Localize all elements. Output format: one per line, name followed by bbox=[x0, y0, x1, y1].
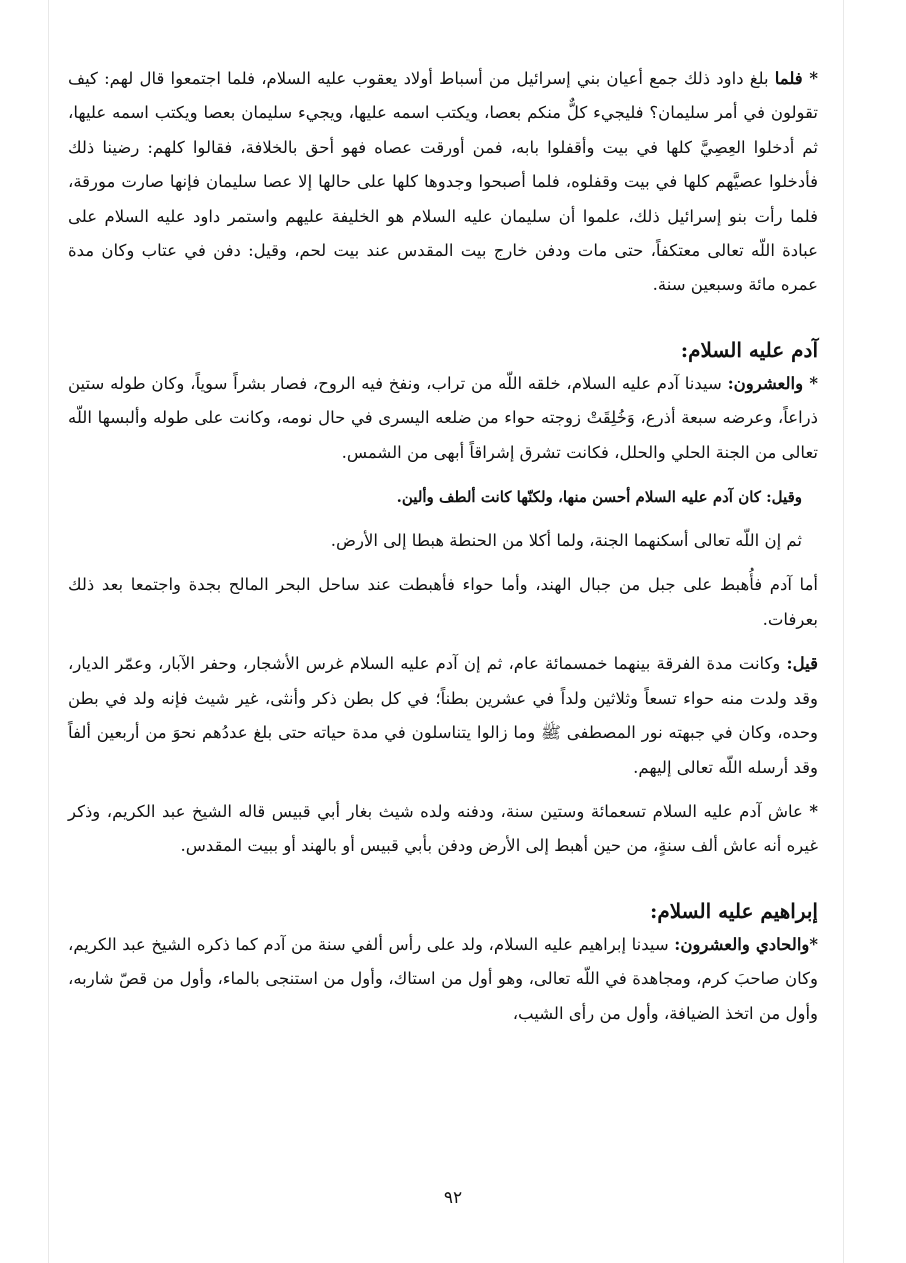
paragraph-text: بلغ داود ذلك جمع أعيان بني إسرائيل من أسباط أولاد يعقوب عليه السلام، فلما اجتمعوا قال لهم: كيف تقولون في أمر سليمان؟ فليجيء كلٌّ منكم بعصا، ويكتب اسمه عليها، ويجيء سليمان بعصا ويكتب اسمه عليها، ثم أدخلوا العِصِيَّ كلها في بيت وأقفلوا بابه، فمن أورقت عصاه فهو أحق بالخلافة، فقالوا كلهم: رضينا ذلك فأدخلوا عصيَّهم كلها في بيت وقفلوه، فلما أصبحوا وجدوها كلها على حالها إلا عصا سليمان فإنها صارت مورقة، فلما رأت بنو إسرائيل ذلك، علموا أن سليمان عليه السلام هو الخليفة عليهم واستمر داود عليه السلام على عبادة اللّه تعالى معتكفاً، حتى مات ودفن خارج بيت المقدس عند بيت لحم، وقيل: دفن في عتاب وكان مدة عمره مائة وسبعين سنة. bbox=[68, 69, 818, 295]
paragraph-descent: ثم إن اللّه تعالى أسكنهما الجنة، ولما أكلا من الحنطة هبطا إلى الأرض. bbox=[330, 531, 802, 551]
paragraph-adam-age bbox=[68, 795, 818, 864]
paragraph-text: سيدنا إبراهيم عليه السلام، ولد على رأس ألفي سنة من آدم كما ذكره الشيخ عبد الكريم، وكان صاحبَ كرم، ومجاهدة في اللّه تعالى، وهو أول من استاك، وأول من استنجى بالماء، وأول من قصّ شاربه، وأول من اتخذ الضيافة، وأول من رأى الشيب، bbox=[68, 934, 818, 1023]
spacer bbox=[68, 470, 818, 480]
spacer bbox=[68, 637, 818, 647]
section-heading-ibrahim: إبراهيم عليه السلام: bbox=[649, 898, 818, 923]
page-number: ٩٢ bbox=[443, 1188, 463, 1208]
paragraph-lead: * فلما bbox=[774, 69, 818, 88]
paragraph-separation bbox=[68, 647, 818, 785]
paragraph-adam-creation bbox=[68, 367, 818, 470]
page-body bbox=[68, 62, 818, 1031]
spacer bbox=[68, 303, 818, 333]
page-edge-right bbox=[843, 0, 844, 1263]
spacer bbox=[68, 514, 818, 524]
spacer bbox=[68, 864, 818, 894]
page-edge-left bbox=[48, 0, 49, 1263]
paragraph-david-succession bbox=[68, 62, 818, 303]
paragraph-lead: *والحادي والعشرون: bbox=[674, 934, 818, 954]
paragraph-ibrahim bbox=[68, 928, 818, 1031]
paragraph-text: سيدنا آدم عليه السلام، خلقه اللّه من تراب، ونفخ فيه الروح، فصار بشراً سوياً، وكان طوله ستين ذراعاً، وعرضه سبعة أذرع، وَخُلِقَتْ زوجته حواء من ضلعه اليسرى في حال نومه، وكانت على طوله وألبسها اللّه تعالى من الجنة الحلي والحلل، فكانت تشرق إشراقاً أبهى من الشمس. bbox=[68, 373, 818, 462]
paragraph-text: عاش آدم عليه السلام تسعمائة وستين سنة، ودفنه ولده شيث بغار أبي قبيس قاله الشيخ عبد الكريم، وذكر غيره أنه عاش ألف سنةٍ، من حين أهبط إلى الأرض ودفن بأبي قبيس أو بالهند أو ببيت المقدس. bbox=[68, 801, 818, 856]
spacer bbox=[68, 785, 818, 795]
paragraph-lead: * والعشرون: bbox=[727, 373, 818, 393]
section-heading-adam: آدم عليه السلام: bbox=[680, 337, 818, 362]
paragraph-landing: أما آدم فأُهبط على جبل من جبال الهند، وأما حواء فأهبطت عند ساحل البحر المالح بجدة واجتمعا بعد ذلك بعرفات. bbox=[68, 575, 818, 629]
paragraph-lead: قيل: bbox=[786, 654, 818, 674]
paragraph-text: وكانت مدة الفرقة بينهما خمسمائة عام، ثم إن آدم عليه السلام غرس الأشجار، وحفر الآبار، وعمّر الديار، وقد ولدت منه حواء تسعاً وثلاثين ولداً في عشرين بطناً؛ في كل بطن ذكر وأنثى، غير شيث فإنه ولد في بطن وحده، وكان في جبهته نور المصطفى ﷺ وما زالوا يتناسلون في مدة حياته حتى بلغ عددُهم نحوَ من أربعين ألفاً وقد أرسله اللّه تعالى إليهم. bbox=[68, 654, 818, 777]
spacer bbox=[68, 558, 818, 568]
paragraph-lead: * bbox=[809, 801, 819, 821]
quote-adam-eve: وقيل: كان آدم عليه السلام أحسن منها، ولكنّها كانت ألطف وألين. bbox=[396, 488, 802, 507]
